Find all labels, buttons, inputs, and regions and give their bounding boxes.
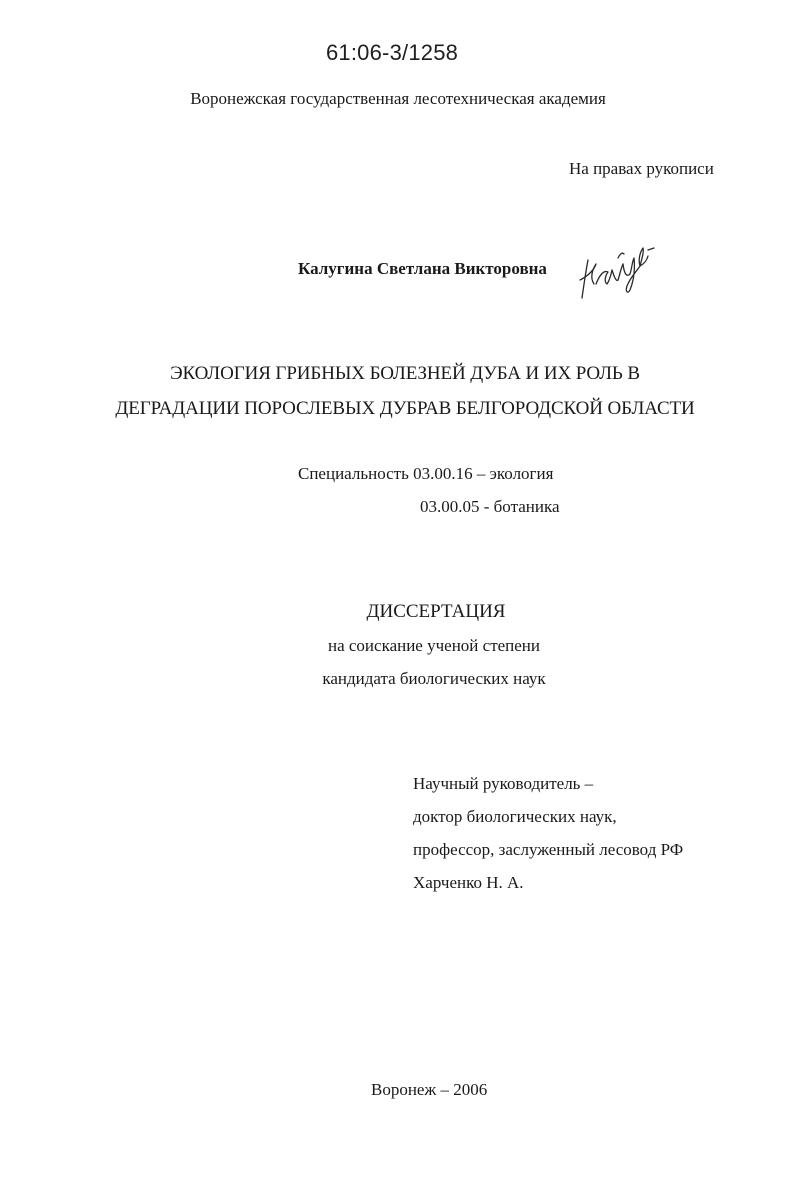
title-line-2: ДЕГРАДАЦИИ ПОРОСЛЕВЫХ ДУБРАВ БЕЛГОРОДСКОЙ ОБЛАСТИ <box>115 398 695 419</box>
handwritten-signature <box>574 240 656 300</box>
dissertation-degree: кандидата биологических наук <box>322 669 546 688</box>
supervisor-degree: доктор биологических наук, <box>413 807 617 826</box>
registration-code: 61:06-3/1258 <box>326 40 459 65</box>
title-line-1: ЭКОЛОГИЯ ГРИБНЫХ БОЛЕЗНЕЙ ДУБА И ИХ РОЛЬ В <box>170 363 640 384</box>
author-name: Калугина Светлана Викторовна <box>298 259 547 278</box>
supervisor-name: Харченко Н. А. <box>413 873 524 892</box>
dissertation-purpose: на соискание ученой степени <box>327 636 541 655</box>
supervisor-title: профессор, заслуженный лесовод РФ <box>413 840 684 859</box>
rights-note: На правах рукописи <box>569 159 714 178</box>
dissertation-type: ДИССЕРТАЦИЯ <box>366 601 506 622</box>
specialty-primary: Специальность 03.00.16 – экология <box>298 464 554 483</box>
supervisor-heading: Научный руководитель – <box>413 774 594 793</box>
specialty-secondary: 03.00.05 - ботаника <box>420 497 560 516</box>
place-year: Воронеж – 2006 <box>371 1080 488 1099</box>
institution-name: Воронежская государственная лесотехническая академия <box>190 89 606 108</box>
